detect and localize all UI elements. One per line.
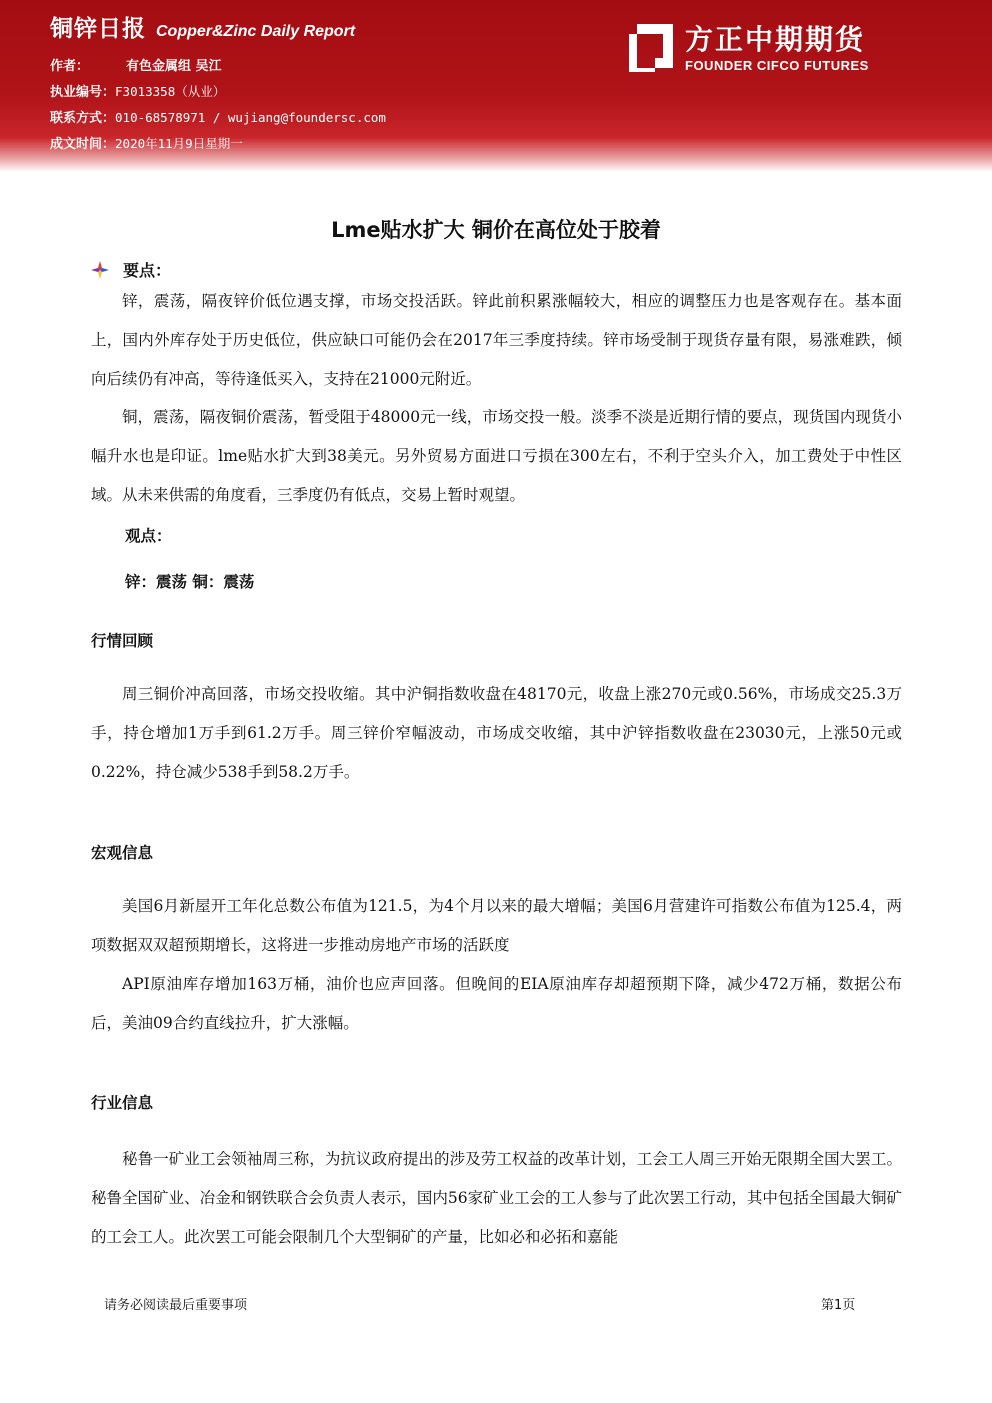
industry-heading: 行业信息 — [91, 1094, 154, 1112]
market-review-paragraph: 周三铜价冲高回落，市场交投收缩。其中沪铜指数收盘在48170元，收盘上涨270元或0.56%，市场成交25.3万手，持仓增加1万手到61.2万手。周三锌价窄幅波动，市场成交收缩，其中沪锌指数收盘在23030元，上涨50元或0.22%，持仓减少538手到58.2万手。 — [91, 685, 902, 781]
document-title: Lme贴水扩大 铜价在高位处于胶着 — [331, 218, 661, 242]
macro-heading: 宏观信息 — [91, 844, 154, 862]
key-point-zinc: 锌，震荡，隔夜锌价低位遇支撑，市场交投活跃。锌此前积累涨幅较大，相应的调整压力也是客观存在。基本面上，国内外库存处于历史低位，供应缺口可能仍会在2017年三季度持续。锌市场受制于现货存量有限，易涨难跌，倾向后续仍有冲高，等待逢低买入，支持在21000元附近。 — [91, 292, 902, 388]
key-point-copper: 铜，震荡，隔夜铜价震荡，暂受阻于48000元一线，市场交投一般。淡季不淡是近期行情的要点，现货国内现货小幅升水也是印证。lme贴水扩大到38美元。另外贸易方面进口亏损在300左右，不利于空头介入，加工费处于中性区域。从未来供需的角度看，三季度仍有低点，交易上暂时观望。 — [91, 408, 902, 504]
report-title — [50, 10, 355, 43]
report-header-band — [0, 0, 992, 172]
author-value: 有色金属组 吴江 — [126, 59, 222, 74]
page-number: 第1页 — [821, 1298, 856, 1313]
contact-label: 联系方式： — [50, 111, 116, 126]
macro-paragraph-2: API原油库存增加163万桶，油价也应声回落。但晚间的EIA原油库存却超预期下降，减少472万桶，数据公布后，美油09合约直线拉升，扩大涨幅。 — [91, 975, 902, 1032]
founder-logo-mark-icon — [627, 20, 675, 72]
logo-text-cn: 方正中期期货 — [685, 23, 866, 56]
date-label: 成文时间： — [50, 137, 116, 152]
report-title-en: Copper&Zinc Daily Report — [156, 23, 356, 40]
date-line — [50, 133, 243, 152]
macro-paragraph-1: 美国6月新屋开工年化总数公布值为121.5，为4个月以来的最大增幅；美国6月营建许可指数公布值为125.4，两项数据双双超预期增长，这将进一步推动房地产市场的活跃度 — [91, 897, 902, 954]
contact-line — [50, 107, 386, 126]
author-line — [50, 55, 222, 74]
key-points-label: 要点： — [123, 261, 172, 280]
view-label: 观点： — [125, 527, 172, 545]
report-title-cn: 铜锌日报 — [50, 16, 146, 42]
footer-notice: 请务必阅读最后重要事项 — [104, 1298, 248, 1313]
license-line — [50, 81, 225, 100]
market-review-heading: 行情回顾 — [91, 632, 154, 650]
four-color-diamond-bullet-icon — [91, 261, 109, 279]
key-points-heading — [91, 258, 171, 281]
license-value: F3013358（从业） — [115, 84, 226, 99]
industry-paragraph: 秘鲁一矿业工会领袖周三称，为抗议政府提出的涉及劳工权益的改革计划，工会工人周三开始无限期全国大罢工。秘鲁全国矿业、冶金和钢铁联合会负责人表示，国内56家矿业工会的工人参与了此次罢工行动，其中包括全国最大铜矿的工会工人。此次罢工可能会限制几个大型铜矿的产量，比如必和必拓和嘉能 — [91, 1150, 902, 1246]
date-value: 2020年11月9日星期一 — [115, 136, 243, 151]
logo-text-en: FOUNDER CIFCO FUTURES — [685, 58, 869, 73]
view-text: 锌：震荡 铜：震荡 — [125, 573, 255, 591]
company-logo — [627, 18, 887, 78]
license-label: 执业编号： — [50, 85, 116, 100]
contact-value: 010-68578971 / wujiang@foundersc.com — [115, 110, 386, 125]
author-label: 作者： — [50, 59, 90, 74]
